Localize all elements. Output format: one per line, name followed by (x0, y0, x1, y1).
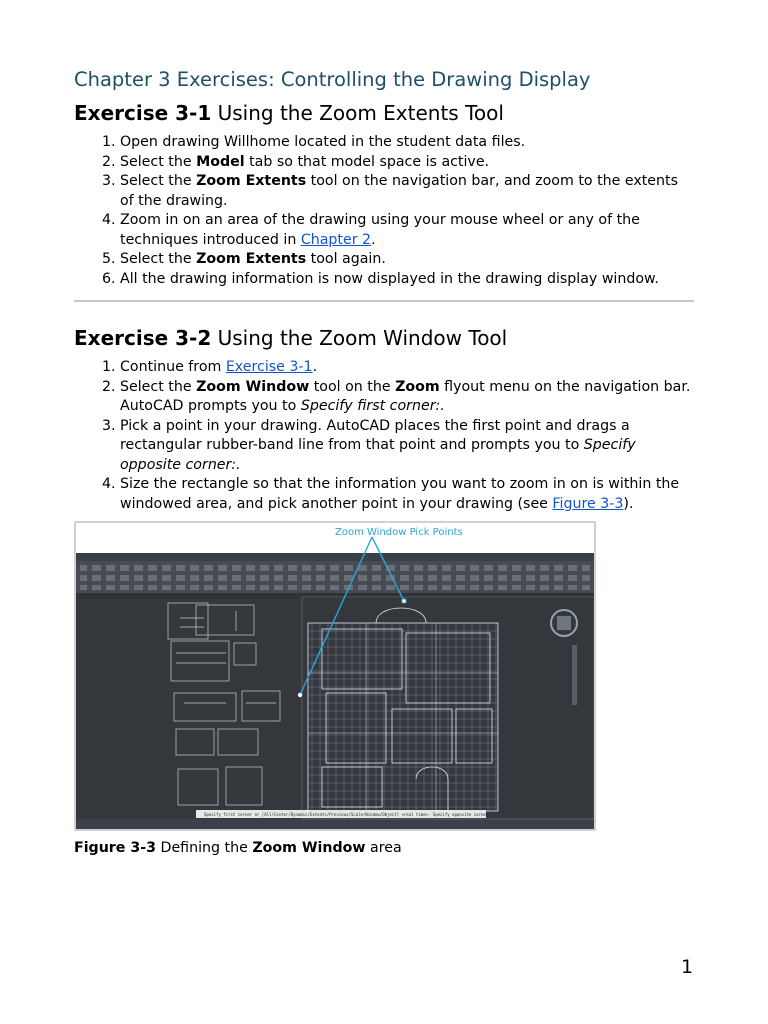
exercise-title: Using the Zoom Window Tool (217, 326, 508, 350)
step-text: Select the (120, 153, 197, 170)
step-text: All the drawing information is now displayed in the drawing display window. (120, 270, 659, 287)
exercise-number: Exercise 3-2 (74, 326, 212, 350)
step-text: Open drawing Willhome located in the student data files. (120, 134, 526, 150)
list-item (120, 133, 694, 153)
exercise-3-1-link[interactable]: Exercise 3-1 (225, 359, 313, 375)
callout-label: Zoom Window Pick Points (335, 527, 463, 538)
step-bold: Zoom Extents (196, 173, 307, 189)
chapter-2-link[interactable]: Chapter 2 (300, 231, 372, 248)
step-italic: Specify opposite corner:. (120, 437, 636, 473)
chapter-title: Chapter 3 Exercises: Controlling the Drawing Display (74, 68, 591, 91)
exercise-number: Exercise 3-1 (74, 101, 212, 125)
figure-3-3-link[interactable]: Figure 3-3 (552, 495, 624, 512)
step-text: Pick a point in your drawing. AutoCAD places the first point and drags a rectangular rubber-band line from that point and prompts you to (120, 417, 630, 453)
figure-caption (74, 840, 694, 856)
caption-figure-number: Figure 3-3 (74, 840, 157, 856)
step-text: Zoom in on an area of the drawing using your mouse wheel or any of the techniques introduced in (120, 212, 640, 248)
step-text: tab so that model space is active. (244, 153, 490, 170)
step-text: tool on the navigation bar, and zoom to the extents of the drawing. (120, 173, 678, 209)
command-line-text: Specify first corner or [All/Center/Dynamic/Extents/Previous/Scale/Window/Object] <real time>: Specify opposite corner: (204, 812, 491, 817)
exercise-title: Using the Zoom Extents Tool (217, 101, 504, 125)
step-text: . (312, 359, 318, 375)
exercise-3-1-steps (74, 133, 694, 289)
step-text: flyout menu on the navigation bar. AutoCAD prompts you to (120, 378, 691, 414)
exercise-3-1-heading (74, 101, 694, 125)
step-italic: Specify first corner:. (300, 398, 445, 414)
section-divider (74, 300, 694, 302)
figure-3-3-screenshot (74, 521, 596, 831)
exercise-3-2-heading (74, 326, 694, 350)
caption-bold: Zoom Window (252, 840, 366, 856)
list-item (120, 172, 694, 211)
step-text: Continue from (120, 359, 226, 375)
step-text: Select the (120, 378, 197, 395)
list-item (120, 250, 694, 270)
list-item (120, 270, 694, 290)
list-item (120, 378, 694, 417)
step-text: tool again. (306, 251, 386, 267)
step-bold: Zoom (395, 378, 440, 395)
step-text: Select the (120, 251, 197, 267)
page-number: 1 (681, 956, 694, 978)
step-bold: Zoom Extents (196, 251, 307, 267)
autocad-screenshot (76, 523, 594, 829)
step-text: . (371, 231, 376, 248)
list-item (120, 358, 694, 378)
step-bold: Model (196, 153, 245, 170)
caption-text: area (365, 840, 402, 856)
list-item (120, 475, 694, 514)
step-text: ). (623, 495, 634, 512)
step-text: Size the rectangle so that the information you want to zoom in on is within the windowed area, and pick another point in your drawing (see (120, 476, 680, 512)
step-bold: Zoom Window (196, 378, 310, 395)
exercise-3-2-steps (74, 358, 694, 514)
list-item (120, 153, 694, 173)
step-text: Select the (120, 173, 197, 189)
list-item (120, 417, 694, 476)
document-page (74, 64, 694, 856)
list-item (120, 211, 694, 250)
caption-text: Defining the (156, 840, 253, 856)
step-text: tool on the (309, 378, 396, 395)
